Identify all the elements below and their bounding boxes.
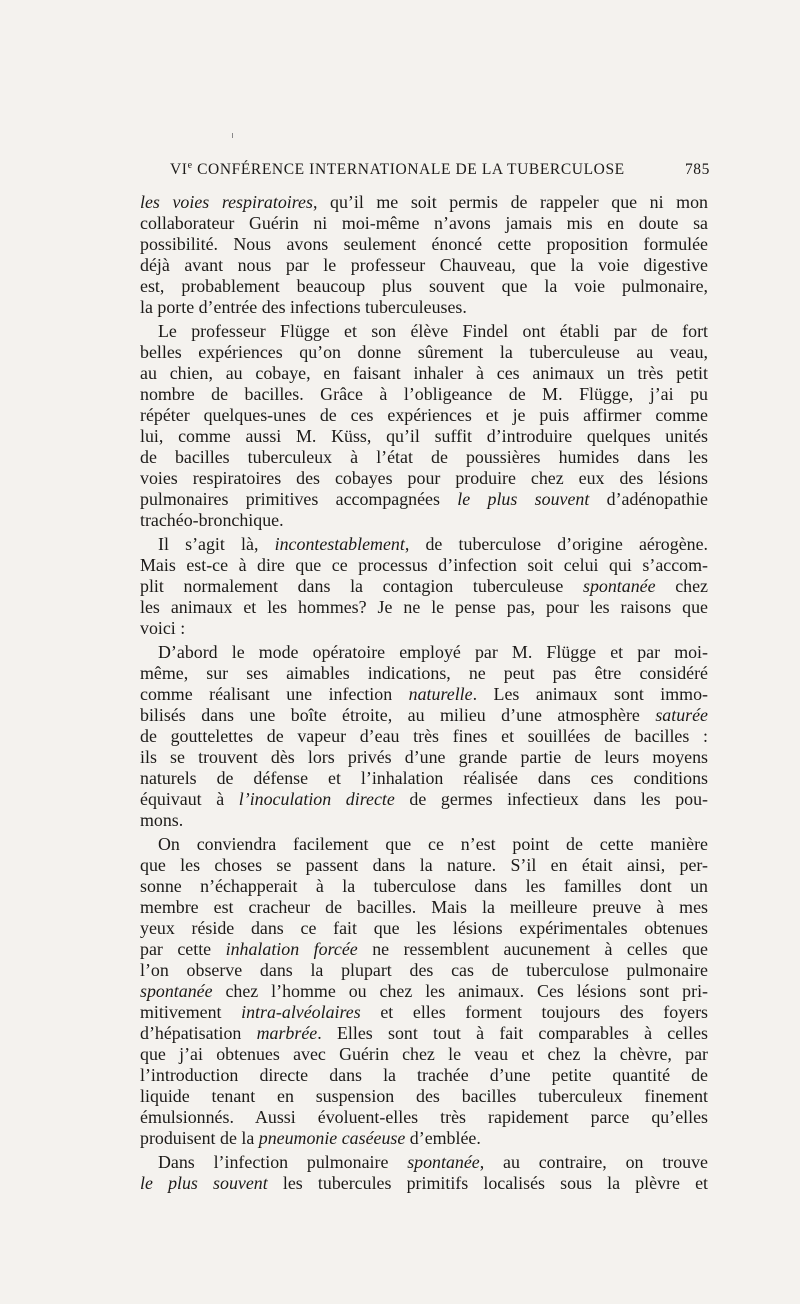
text-line: émulsionnés. Aussi évoluent-elles très rapidement parce qu’elles	[140, 1107, 708, 1127]
text-line: On conviendra facilement que ce n’est point de cette manière	[158, 834, 708, 854]
text-line: pulmonaires primitives accompagnées le plus souvent d’adénopathie	[140, 489, 708, 509]
text-line: est, probablement beaucoup plus souvent que la voie pulmonaire,	[140, 276, 708, 296]
text-line: belles expériences qu’on donne sûrement la tuberculeuse au veau,	[140, 342, 708, 362]
page-number: 785	[684, 161, 710, 179]
text-line: la porte d’entrée des infections tuberculeuses.	[140, 297, 467, 317]
text-line: plit normalement dans la contagion tuberculeuse spontanée chez	[140, 576, 708, 596]
text-line: naturels de défense et l’inhalation réalisée dans ces conditions	[140, 768, 708, 788]
text-line: d’hépatisation marbrée. Elles sont tout à fait comparables à celles	[140, 1023, 708, 1043]
text-line: de bacilles tuberculeux à l’état de poussières humides dans les	[140, 447, 708, 467]
text-line: Dans l’infection pulmonaire spontanée, au contraire, on trouve	[158, 1152, 708, 1172]
text-line: mons.	[140, 810, 184, 830]
text-line: collaborateur Guérin ni moi-même n’avons jamais mis en doute sa	[140, 213, 708, 233]
header-title-roman: VI	[170, 161, 188, 179]
header-title-text: CONFÉRENCE INTERNATIONALE DE LA TUBERCULOSE	[192, 161, 625, 179]
text-line: Mais est-ce à dire que ce processus d’infection soit celui qui s’accom-	[140, 555, 708, 575]
text-line: voici :	[140, 618, 186, 638]
text-line: par cette inhalation forcée ne ressemblent aucunement à celles que	[140, 939, 708, 959]
paragraph	[140, 834, 708, 1149]
paragraph	[140, 1152, 708, 1194]
text-line: voies respiratoires des cobayes pour produire chez eux des lésions	[140, 468, 708, 488]
text-line: déjà avant nous par le professeur Chauveau, que la voie digestive	[140, 255, 708, 275]
text-line: liquide tenant en suspension des bacilles tuberculeux finement	[140, 1086, 708, 1106]
text-line: de gouttelettes de vapeur d’eau très fines et souillées de bacilles :	[140, 726, 708, 746]
text-line: le plus souvent les tubercules primitifs localisés sous la plèvre et	[140, 1173, 708, 1193]
header-title	[170, 160, 625, 179]
paragraph	[140, 534, 708, 639]
text-line: Il s’agit là, incontestablement, de tuberculose d’origine aérogène.	[158, 534, 709, 554]
text-line: au chien, au cobaye, en faisant inhaler à ces animaux un très petit	[140, 363, 708, 383]
text-line: D’abord le mode opératoire employé par M. Flügge et par moi-	[158, 642, 708, 662]
text-line: comme réalisant une infection naturelle. Les animaux sont immo-	[140, 684, 708, 704]
text-line: produisent de la pneumonie caséeuse d’emblée.	[140, 1128, 481, 1148]
text-line: yeux réside dans ce fait que les lésions expérimentales obtenues	[140, 918, 708, 938]
page-mark	[232, 133, 233, 138]
text-line: sonne n’échapperait à la tuberculose dans les familles dont un	[140, 876, 708, 896]
text-line: que les choses se passent dans la nature. S’il en était ainsi, per-	[140, 855, 708, 875]
running-header	[170, 160, 710, 179]
text-line: membre est cracheur de bacilles. Mais la meilleure preuve à mes	[140, 897, 708, 917]
text-line: les animaux et les hommes? Je ne le pense pas, pour les raisons que	[140, 597, 708, 617]
text-line: équivaut à l’inoculation directe de germes infectieux dans les pou-	[140, 789, 708, 809]
body-text	[140, 192, 708, 1194]
text-line: même, sur ses aimables indications, ne peut pas être considéré	[140, 663, 708, 683]
text-line: trachéo-bronchique.	[140, 510, 284, 530]
text-line: Le professeur Flügge et son élève Findel ont établi par de fort	[158, 321, 708, 341]
text-line: spontanée chez l’homme ou chez les animaux. Ces lésions sont pri-	[140, 981, 708, 1001]
text-line: les voies respiratoires, qu’il me soit permis de rappeler que ni mon	[140, 192, 708, 212]
text-line: nombre de bacilles. Grâce à l’obligeance de M. Flügge, j’ai pu	[140, 384, 708, 404]
text-line: l’on observe dans la plupart des cas de tuberculose pulmonaire	[140, 960, 708, 980]
text-line: mitivement intra-alvéolaires et elles forment toujours des foyers	[140, 1002, 708, 1022]
text-line: bilisés dans une boîte étroite, au milieu d’une atmosphère saturée	[140, 705, 708, 725]
header-title-sup: e	[187, 160, 193, 171]
text-line: l’introduction directe dans la trachée d’une petite quantité de	[140, 1065, 708, 1085]
paragraph	[140, 321, 708, 531]
text-line: que j’ai obtenues avec Guérin chez le veau et chez la chèvre, par	[140, 1044, 708, 1064]
paragraph	[140, 192, 708, 318]
text-line: répéter quelques-unes de ces expériences et je puis affirmer comme	[140, 405, 708, 425]
text-line: lui, comme aussi M. Küss, qu’il suffit d’introduire quelques unités	[140, 426, 708, 446]
text-line: ils se trouvent dès lors privés d’une grande partie de leurs moyens	[140, 747, 708, 767]
paragraph	[140, 642, 708, 831]
text-line: possibilité. Nous avons seulement énoncé cette proposition formulée	[140, 234, 708, 254]
